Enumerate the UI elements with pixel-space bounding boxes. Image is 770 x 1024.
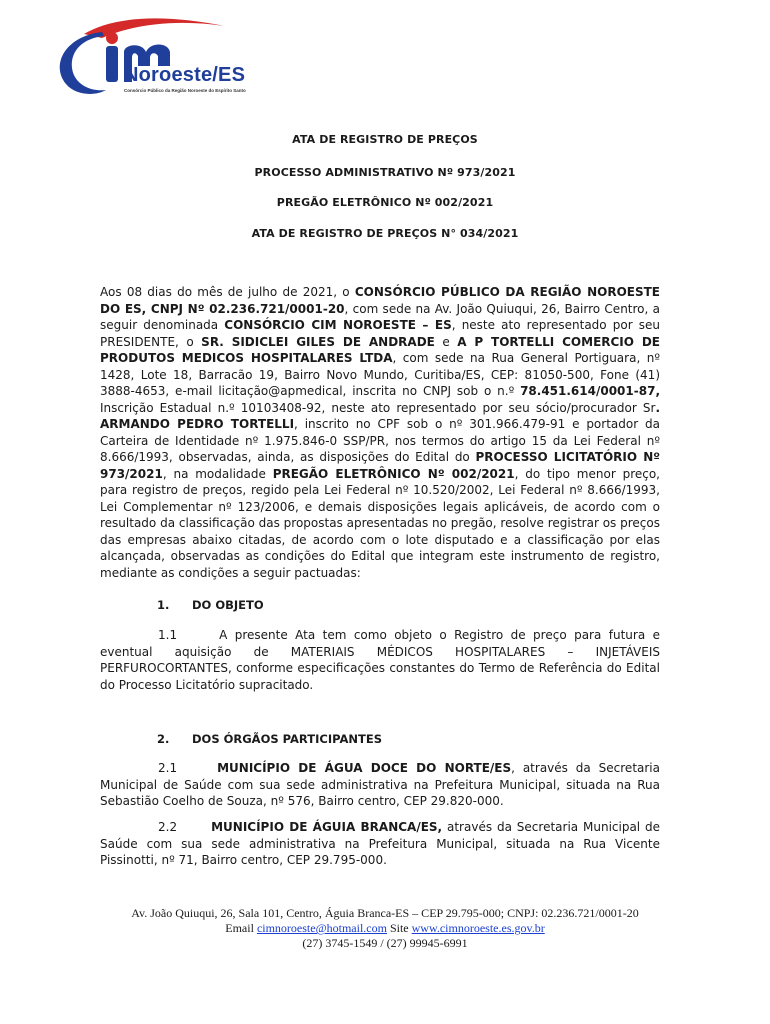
item-text: A presente Ata tem como objeto o Registro de preço para futura e eventual aquisição de MATERIAIS MÉDICOS HOSPITALARES – INJETÁVEIS PERFUROCORTANTES, conforme especificações constantes do Termo de Referência do Edital do Processo Licitatório supracitado. [100,628,660,692]
logo-subtitle: Consórcio Público da Região Noroeste do Espírito Santo [124,88,246,93]
section-1-number: 1. [157,598,170,612]
item-text: , através da Secretaria Municipal de Saúde com sua sede administrativa na Prefeitura Municipal, situada na Rua Sebastião Coelho de Souza, nº 576, Bairro centro, CEP 29.820-000. [100,761,660,808]
logo-name: Noroeste/ES [124,64,246,86]
licitatorio-ref: PROCESSO LICITATÓRIO Nº 973/2021 [100,450,660,481]
president-name: SR. SIDICLEI GILES DE ANDRADE [201,334,435,349]
consortium-name: CONSÓRCIO PÚBLICO DA REGIÃO NOROESTE DO ES, CNPJ Nº 02.236.721/0001-20 [100,285,660,316]
section-2-item-2 [100,819,660,869]
pregao-ref: PREGÃO ELETRÔNICO Nº 002/2021 [272,466,515,481]
section-1-title: DO OBJETO [192,598,264,612]
item-number: 2.1 [158,761,178,775]
site-link[interactable]: www.cimnoroeste.es.gov.br [411,921,545,935]
item-text: através da Secretaria Municipal de Saúde com sua sede administrativa na Prefeitura Municipal, situada na Rua Vicente Pissinotti, nº 71, Bairro centro, CEP 29.795-000. [100,820,661,867]
municipality-name: MUNICÍPIO DE ÁGUIA BRANCA/ES, [211,820,443,834]
section-1-item [100,627,660,693]
email-link[interactable]: cimnoroeste@hotmail.com [256,921,387,935]
email-label: Email [225,921,257,935]
intro-text: , neste ato representado por seu PRESIDENTE, o [100,318,661,349]
footer [0,906,770,951]
intro-text: , na modalidade [162,466,273,481]
intro-text: , inscrito no CPF sob o nº 301.966.479-91 e portador da Carteira de Identidade nº 1.975.846-0 SSP/PR, nos termos do artigo 15 da Lei Federal nº 8.666/1993, observadas, ainda, as disposições do Edital do [100,417,660,464]
section-2-item-1 [100,760,660,810]
intro-text: Inscrição Estadual n.º 10103408-92, neste ato representado por seu sócio/procurador Sr [100,400,656,415]
company-cnpj: 78.451.614/0001-87, [520,384,660,398]
footer-contact [0,921,770,936]
municipality-name: MUNICÍPIO DE ÁGUA DOCE DO NORTE/ES [217,761,512,775]
pregao-number: PREGÃO ELETRÔNICO Nº 002/2021 [276,196,494,209]
intro-text: Aos 08 dias do mês de julho de 2021, o [100,285,355,299]
representative-name: . ARMANDO PEDRO TORTELLI [100,400,660,431]
section-2-title: DOS ÓRGÃOS PARTICIPANTES [192,732,382,746]
intro-text: , com sede na Av. João Quiuqui, 26, Bairro Centro, a seguir denominada [100,301,660,332]
intro-paragraph [100,284,660,581]
item-number: 2.2 [158,820,178,834]
ata-number: ATA DE REGISTRO DE PREÇOS N° 034/2021 [251,227,519,240]
consortium-logo [44,12,284,102]
footer-phones: (27) 3745-1549 / (27) 99945-6991 [302,936,468,950]
item-number: 1.1 [158,628,178,642]
intro-text: , com sede na Rua General Portiguara, nº 1428, Lote 18, Barracão 19, Bairro Novo Mundo, Curitiba/ES, CEP: 81050-500, Fone (41) 3888-4653, e-mail licitação@apmedical, inscrita no CNPJ sob o n.º [100,351,661,398]
company-name: A P TORTELLI COMERCIO DE PRODUTOS MEDICOS HOSPITALARES LTDA [100,334,660,365]
doc-title: ATA DE REGISTRO DE PREÇOS [292,133,478,146]
section-2-number: 2. [157,732,170,746]
process-number: PROCESSO ADMINISTRATIVO Nº 973/2021 [254,166,516,179]
consortium-short: CONSÓRCIO CIM NOROESTE – ES [224,318,452,332]
intro-text: e [434,334,458,349]
intro-text: , do tipo menor preço, para registro de preços, regido pela Lei Federal nº 10.520/2002, Lei Federal nº 8.666/1993, Lei Complementar nº 123/2006, e demais disposições legais aplicáveis, de acordo com o resultado da classificação das propostas apresentadas no pregão, resolve registrar os preços das empresas abaixo citadas, de acordo com o lote disputado e a classificação por elas alcançada, observadas as condições do Edital que integram este instrumento de registro, mediante as condições a seguir pactuadas: [100,466,660,580]
footer-address: Av. João Quiuqui, 26, Sala 101, Centro, Águia Branca-ES – CEP 29.795-000; CNPJ: 02.236.721/0001-20 [131,906,639,920]
site-label: Site [386,921,412,935]
